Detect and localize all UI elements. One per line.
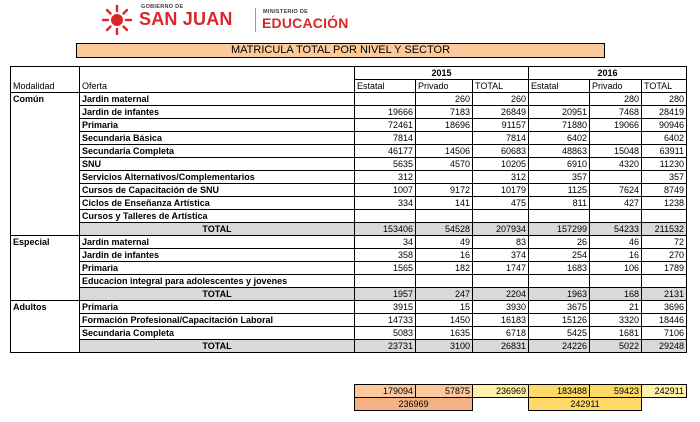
oferta-cell: SNU xyxy=(80,158,355,171)
total-value-cell: 3100 xyxy=(416,340,473,353)
value-cell: 1450 xyxy=(416,314,473,327)
value-cell: 48863 xyxy=(529,145,590,158)
total-row xyxy=(11,288,687,301)
year-header-row xyxy=(11,67,687,80)
oferta-cell: Educacion integral para adolescentes y jovenes xyxy=(80,275,355,288)
value-cell: 63911 xyxy=(642,145,687,158)
value-cell: 427 xyxy=(590,197,642,210)
table-row xyxy=(11,262,687,275)
estatal-header: Estatal xyxy=(529,80,590,93)
total-value-cell: 2204 xyxy=(473,288,529,301)
oferta-cell: Formación Profesional/Capacitación Laboral xyxy=(80,314,355,327)
value-cell: 374 xyxy=(473,249,529,262)
value-cell: 7183 xyxy=(416,106,473,119)
total-row xyxy=(11,223,687,236)
value-cell: 1683 xyxy=(529,262,590,275)
value-cell: 83 xyxy=(473,236,529,249)
value-cell: 1565 xyxy=(355,262,416,275)
value-cell xyxy=(416,210,473,223)
grand-total-2015: 236969 xyxy=(355,398,473,411)
oferta-cell: Cursos y Talleres de Artística xyxy=(80,210,355,223)
table-row xyxy=(11,314,687,327)
summary-row-sector xyxy=(355,385,687,398)
value-cell: 14733 xyxy=(355,314,416,327)
value-cell: 5083 xyxy=(355,327,416,340)
value-cell: 3696 xyxy=(642,301,687,314)
value-cell: 8749 xyxy=(642,184,687,197)
value-cell: 90946 xyxy=(642,119,687,132)
total-value-cell: 5022 xyxy=(590,340,642,353)
oferta-cell: Jardin de infantes xyxy=(80,249,355,262)
modalidad-cell xyxy=(11,340,80,353)
oferta-cell: Servicios Alternativos/Complementarios xyxy=(80,171,355,184)
value-cell: 312 xyxy=(473,171,529,184)
value-cell xyxy=(642,210,687,223)
modalidad-cell xyxy=(11,327,80,340)
value-cell: 182 xyxy=(416,262,473,275)
enrollment-table xyxy=(10,66,687,353)
value-cell: 1125 xyxy=(529,184,590,197)
oferta-cell: Secundaria Completa xyxy=(80,145,355,158)
value-cell: 1238 xyxy=(642,197,687,210)
value-cell: 20951 xyxy=(529,106,590,119)
table-row xyxy=(11,197,687,210)
value-cell xyxy=(416,275,473,288)
year-2016-header: 2016 xyxy=(529,67,687,80)
modalidad-cell: Especial xyxy=(11,236,80,249)
total-value-cell: 54528 xyxy=(416,223,473,236)
oferta-cell: Secundaria Básica xyxy=(80,132,355,145)
total-label: TOTAL xyxy=(80,340,355,353)
value-cell: 3930 xyxy=(473,301,529,314)
logo-divider xyxy=(255,8,256,32)
value-cell: 49 xyxy=(416,236,473,249)
table-row xyxy=(11,275,687,288)
value-cell: 26 xyxy=(529,236,590,249)
modalidad-cell xyxy=(11,223,80,236)
total-label: TOTAL xyxy=(80,223,355,236)
table-title: MATRICULA TOTAL POR NIVEL Y SECTOR xyxy=(76,43,605,58)
total-value-cell: 2131 xyxy=(642,288,687,301)
oferta-cell: Cursos de Capacitación de SNU xyxy=(80,184,355,197)
table-row xyxy=(11,171,687,184)
value-cell: 3675 xyxy=(529,301,590,314)
value-cell: 357 xyxy=(642,171,687,184)
modalidad-cell xyxy=(11,158,80,171)
value-cell xyxy=(529,275,590,288)
total-value-cell: 29248 xyxy=(642,340,687,353)
modalidad-header: Modalidad xyxy=(11,80,80,93)
modalidad-cell xyxy=(11,314,80,327)
total-value-cell: 54233 xyxy=(590,223,642,236)
modalidad-cell xyxy=(11,184,80,197)
total-value-cell: 168 xyxy=(590,288,642,301)
value-cell: 1681 xyxy=(590,327,642,340)
total-value-cell: 153406 xyxy=(355,223,416,236)
modalidad-cell xyxy=(11,106,80,119)
value-cell: 10179 xyxy=(473,184,529,197)
value-cell xyxy=(355,275,416,288)
modalidad-cell xyxy=(11,288,80,301)
modalidad-cell xyxy=(11,145,80,158)
value-cell: 6910 xyxy=(529,158,590,171)
value-cell: 270 xyxy=(642,249,687,262)
value-cell xyxy=(416,132,473,145)
value-cell: 28419 xyxy=(642,106,687,119)
value-cell xyxy=(642,275,687,288)
value-cell: 6402 xyxy=(642,132,687,145)
privado-header: Privado xyxy=(590,80,642,93)
summary-estatal-2016: 183488 xyxy=(529,385,590,398)
table-row xyxy=(11,93,687,106)
value-cell: 334 xyxy=(355,197,416,210)
header-blank-cell xyxy=(11,67,80,80)
total-value-cell: 26831 xyxy=(473,340,529,353)
value-cell: 1747 xyxy=(473,262,529,275)
value-cell: 19066 xyxy=(590,119,642,132)
value-cell: 3915 xyxy=(355,301,416,314)
oferta-cell: Ciclos de Enseñanza Artística xyxy=(80,197,355,210)
total-header: TOTAL xyxy=(473,80,529,93)
value-cell: 5425 xyxy=(529,327,590,340)
value-cell: 10205 xyxy=(473,158,529,171)
table-row xyxy=(11,132,687,145)
value-cell xyxy=(473,275,529,288)
value-cell: 106 xyxy=(590,262,642,275)
value-cell xyxy=(416,171,473,184)
table-row xyxy=(11,327,687,340)
value-cell xyxy=(529,210,590,223)
total-value-cell: 1963 xyxy=(529,288,590,301)
value-cell: 16 xyxy=(590,249,642,262)
table-row xyxy=(11,249,687,262)
header xyxy=(0,0,700,40)
value-cell: 15126 xyxy=(529,314,590,327)
summary-total-2016: 242911 xyxy=(642,385,687,398)
value-cell: 18446 xyxy=(642,314,687,327)
value-cell: 9172 xyxy=(416,184,473,197)
oferta-cell: Jardin maternal xyxy=(80,93,355,106)
value-cell: 72461 xyxy=(355,119,416,132)
value-cell: 46177 xyxy=(355,145,416,158)
modalidad-cell xyxy=(11,197,80,210)
oferta-cell: Jardin maternal xyxy=(80,236,355,249)
total-value-cell: 23731 xyxy=(355,340,416,353)
value-cell: 7624 xyxy=(590,184,642,197)
modalidad-cell xyxy=(11,275,80,288)
value-cell: 34 xyxy=(355,236,416,249)
value-cell: 15048 xyxy=(590,145,642,158)
table-row xyxy=(11,210,687,223)
value-cell: 1007 xyxy=(355,184,416,197)
value-cell: 18696 xyxy=(416,119,473,132)
value-cell: 475 xyxy=(473,197,529,210)
modalidad-cell xyxy=(11,119,80,132)
value-cell: 280 xyxy=(590,93,642,106)
ministerio-label: MINISTERIO DE xyxy=(263,9,309,15)
table-row xyxy=(11,106,687,119)
educacion-logo-text: EDUCACIÓN xyxy=(262,15,349,31)
value-cell: 7106 xyxy=(642,327,687,340)
value-cell: 6718 xyxy=(473,327,529,340)
total-value-cell: 247 xyxy=(416,288,473,301)
total-row xyxy=(11,340,687,353)
summary-privado-2016: 59423 xyxy=(590,385,642,398)
value-cell: 14506 xyxy=(416,145,473,158)
value-cell xyxy=(590,210,642,223)
modalidad-cell xyxy=(11,262,80,275)
value-cell: 16183 xyxy=(473,314,529,327)
total-value-cell: 157299 xyxy=(529,223,590,236)
grand-total-2016: 242911 xyxy=(529,398,642,411)
table-row xyxy=(11,184,687,197)
modalidad-cell: Común xyxy=(11,93,80,106)
modalidad-cell xyxy=(11,171,80,184)
value-cell: 7814 xyxy=(355,132,416,145)
value-cell: 5635 xyxy=(355,158,416,171)
modalidad-cell xyxy=(11,210,80,223)
column-header-row xyxy=(11,80,687,93)
total-header: TOTAL xyxy=(642,80,687,93)
value-cell: 280 xyxy=(642,93,687,106)
value-cell: 4320 xyxy=(590,158,642,171)
value-cell: 7814 xyxy=(473,132,529,145)
value-cell: 260 xyxy=(416,93,473,106)
value-cell xyxy=(529,93,590,106)
value-cell: 3320 xyxy=(590,314,642,327)
total-value-cell: 24226 xyxy=(529,340,590,353)
value-cell: 260 xyxy=(473,93,529,106)
value-cell xyxy=(473,210,529,223)
value-cell: 26849 xyxy=(473,106,529,119)
oferta-cell: Primaria xyxy=(80,262,355,275)
value-cell: 1635 xyxy=(416,327,473,340)
value-cell: 21 xyxy=(590,301,642,314)
value-cell: 4570 xyxy=(416,158,473,171)
summary-table xyxy=(354,384,687,411)
oferta-cell: Primaria xyxy=(80,119,355,132)
value-cell xyxy=(355,93,416,106)
summary-row-grand xyxy=(355,398,687,411)
value-cell: 357 xyxy=(529,171,590,184)
value-cell xyxy=(590,171,642,184)
oferta-cell: Primaria xyxy=(80,301,355,314)
value-cell: 6402 xyxy=(529,132,590,145)
total-value-cell: 207934 xyxy=(473,223,529,236)
total-value-cell: 1957 xyxy=(355,288,416,301)
value-cell: 11230 xyxy=(642,158,687,171)
value-cell xyxy=(355,210,416,223)
estatal-header: Estatal xyxy=(355,80,416,93)
sun-logo-icon xyxy=(101,4,133,36)
table-row xyxy=(11,236,687,249)
value-cell: 1789 xyxy=(642,262,687,275)
total-label: TOTAL xyxy=(80,288,355,301)
header-blank-cell xyxy=(80,67,355,80)
table-row xyxy=(11,145,687,158)
privado-header: Privado xyxy=(416,80,473,93)
gobierno-label: GOBIERNO DE xyxy=(141,4,184,10)
table-row xyxy=(11,301,687,314)
value-cell: 91157 xyxy=(473,119,529,132)
value-cell: 312 xyxy=(355,171,416,184)
total-value-cell: 211532 xyxy=(642,223,687,236)
table-row xyxy=(11,158,687,171)
value-cell: 15 xyxy=(416,301,473,314)
oferta-cell: Secundaria Completa xyxy=(80,327,355,340)
value-cell: 19666 xyxy=(355,106,416,119)
modalidad-cell xyxy=(11,132,80,145)
value-cell: 60683 xyxy=(473,145,529,158)
modalidad-cell xyxy=(11,249,80,262)
summary-estatal-2015: 179094 xyxy=(355,385,416,398)
value-cell xyxy=(590,275,642,288)
summary-privado-2015: 57875 xyxy=(416,385,473,398)
modalidad-cell: Adultos xyxy=(11,301,80,314)
san-juan-logo-text: SAN JUAN xyxy=(139,9,233,29)
value-cell: 72 xyxy=(642,236,687,249)
summary-total-2015: 236969 xyxy=(473,385,529,398)
value-cell xyxy=(590,132,642,145)
oferta-cell: Jardin de infantes xyxy=(80,106,355,119)
year-2015-header: 2015 xyxy=(355,67,529,80)
value-cell: 46 xyxy=(590,236,642,249)
value-cell: 254 xyxy=(529,249,590,262)
table-row xyxy=(11,119,687,132)
value-cell: 16 xyxy=(416,249,473,262)
value-cell: 71880 xyxy=(529,119,590,132)
value-cell: 141 xyxy=(416,197,473,210)
value-cell: 358 xyxy=(355,249,416,262)
oferta-header: Oferta xyxy=(80,80,355,93)
value-cell: 811 xyxy=(529,197,590,210)
value-cell: 7468 xyxy=(590,106,642,119)
